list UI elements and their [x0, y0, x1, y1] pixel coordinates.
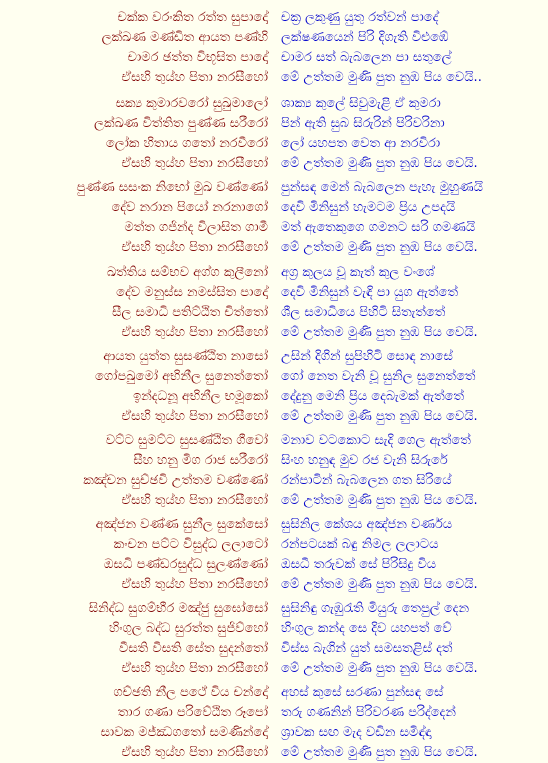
verse-line: [0, 94, 548, 114]
pali-line: ගච්ඡති නීල පථේ විය චන්දෝ: [113, 685, 268, 700]
verse-line: [0, 743, 548, 763]
stanza: [0, 599, 548, 679]
sinhala-translation-line: මනාව වටකොට සැදි ගෙල ඇත්තේ: [281, 433, 471, 448]
sinhala-translation-line: චක්‍ර ලකුණු යුතු රත්වන් පාදේ: [281, 10, 439, 25]
pali-line: ඒසහි තුය්හ පිතා නරසීහෝ: [121, 493, 268, 508]
verse-line: [0, 154, 548, 174]
stanza: [0, 263, 548, 343]
sinhala-translation-line: මේ උත්තම මුණි පුත නුඹ පිය වෙයි.: [281, 325, 478, 340]
pali-line: ඔසධි පණ්ඩරසුද්ධ සුලණ්ණෝ: [103, 557, 268, 572]
pali-line: කඤ්චන සුච්ඡවි උත්තම වණ්ණෝ: [83, 473, 268, 488]
pali-line: ඒසහි තුය්හ පිතා නරසීහෝ: [121, 409, 268, 424]
sinhala-translation-line: ශාක්‍ය කුලේ සිවුමැළි ඒ කුමරා: [281, 96, 441, 111]
pali-line: ආයත යුත්ත සුසණ්ඨිත නාසෝ: [103, 349, 268, 364]
sinhala-translation-line: පින් ඇති සුබ සිරුරින් පිරිවරිනා: [281, 116, 445, 131]
verse-line: [0, 723, 548, 743]
verse-line: [0, 659, 548, 679]
pali-line: ලක්ඛණ විත්තිත පුණ්ණ සරීරෝ: [94, 116, 268, 131]
verse-line: [0, 407, 548, 427]
verse-line: [0, 198, 548, 218]
sinhala-translation-line: ශ්‍රාවක සඟ මැද වඩින සමිඳ්ඳා: [281, 725, 432, 740]
sinhala-translation-line: දෙවි මිනිසුන් වැඳි පා යුග ඇත්තේ: [281, 285, 459, 300]
verse-line: [0, 703, 548, 723]
verse-line: [0, 683, 548, 703]
sinhala-translation-line: සුසිනිඳු ගැඹුරැති මියුරු තෙපුල් දෙන: [281, 601, 470, 616]
pali-line: ඒසහි තුය්හ පිතා නරසීහෝ: [121, 70, 268, 85]
pali-line: චක්ක වරංකිත රත්ත සුපාදෝ: [117, 10, 268, 25]
pali-line: ලෝක හිතාය ගතෝ නරවීරෝ: [105, 136, 268, 151]
sinhala-translation-line: මේ උත්තම මුණි පුත නුඹ පිය වෙයි..: [281, 70, 482, 85]
sinhala-translation-line: රන්පටයක් බඳු නිමල ලලාටය: [281, 537, 439, 552]
verse-line: [0, 8, 548, 28]
pali-line: මත්ත ගජින්ද විලාසිත ගාමී: [124, 220, 268, 235]
verse-line: [0, 303, 548, 323]
pali-line: ඛත්තිය සම්භව අග්ග කුලීනෝ: [106, 265, 268, 280]
sinhala-translation-line: මත් ඇතෙකුගෙ ගමනට සරි ගමණයි: [281, 220, 476, 235]
pali-line: ගෝපඛුමෝ අභිනීල සුනෙත්තෝ: [95, 369, 268, 384]
pali-line: ඒසහි තුය්හ පිතා නරසීහෝ: [121, 325, 268, 340]
verse-line: [0, 451, 548, 471]
pali-line: වට්ට සුමට්ට සුසණ්ඨිත ගීවෝ: [105, 433, 268, 448]
stanza: [0, 683, 548, 763]
stanza: [0, 431, 548, 511]
sinhala-translation-line: ලක්ෂණයෙන් පිරි දිගැති විළුඹේ: [281, 30, 449, 45]
verse-line: [0, 471, 548, 491]
stanza: [0, 94, 548, 174]
verse-line: [0, 263, 548, 283]
sinhala-translation-line: මේ උත්තම මුණි පුත නුඹ පිය වෙයි.: [281, 409, 478, 424]
pali-line: ඒසහි තුය්හ පිතා නරසීහෝ: [121, 745, 268, 760]
verse-line: [0, 283, 548, 303]
verse-line: [0, 178, 548, 198]
pali-line: ඒසහි තුය්හ පිතා නරසීහෝ: [121, 240, 268, 255]
verse-line: [0, 431, 548, 451]
sinhala-translation-line: ශීල සමාධියෙ පිහිටි සිතැත්තේ: [281, 305, 446, 320]
verse-line: [0, 387, 548, 407]
sinhala-translation-line: ලෝ යහපත වෙත ආ නරවිරා: [281, 136, 441, 151]
sinhala-translation-line: දේදුනු මෙනි ප්‍රිය දෙබැමක් ඇත්තේ: [281, 389, 465, 404]
pali-line: චාමර ඡත්ත විභූසිත පාදෝ: [127, 50, 268, 65]
sinhala-translation-line: හිංගුල කන්ද සෙ දිව යහපත් වේ: [281, 621, 452, 636]
verse-line: [0, 218, 548, 238]
verse-line: [0, 48, 548, 68]
sinhala-translation-line: මේ උත්තම මුණි පුත නුඹ පිය වෙයි.: [281, 156, 478, 171]
pali-line: සිනිද්ධ සුගම්භීර මඤ්ජු සුඝෝසෝ: [88, 601, 268, 616]
verse-line: [0, 134, 548, 154]
verse-line: [0, 575, 548, 595]
sinhala-translation-line: අග්‍ර කුලය වූ කැත් කුල වංශේ: [281, 265, 435, 280]
pali-line: සීහ හනු මිග රාජ සරීරෝ: [133, 453, 268, 468]
sinhala-translation-line: මේ උත්තම මුණි පුත නුඹ පිය වෙයි.: [281, 240, 478, 255]
verse-line: [0, 114, 548, 134]
stanza: [0, 178, 548, 258]
stanza: [0, 8, 548, 88]
sinhala-translation-line: මේ උත්තම මුණි පුත නුඹ පිය වෙයි.: [281, 493, 478, 508]
pali-line: සීල සමාධි පතිට්ඨිත චිත්තෝ: [112, 305, 268, 320]
sinhala-translation-line: විස්ස බැගින් යුත් සමසතළිස් දත්: [281, 641, 453, 656]
sinhala-translation-line: අහස් කුසේ සරණා පුන්සඳ සේ: [281, 685, 444, 700]
verse-line: [0, 28, 548, 48]
stanza: [0, 515, 548, 595]
sinhala-translation-line: මේ උත්තම මුණි පුත නුඹ පිය වෙයි.: [281, 661, 478, 676]
pali-line: ලක්ඛණ මණ්ඩිත ආයත පණ්හි: [101, 30, 268, 45]
sinhala-translation-line: මේ උත්තම මුණි පුත නුඹ පිය වෙයි.: [281, 745, 478, 760]
verse-line: [0, 323, 548, 343]
verse-line: [0, 238, 548, 258]
pali-line: සක්‍ය කුමාරවරෝ සුඛුමාලෝ: [115, 96, 268, 111]
pali-line: දේව නරාන පියෝ නරනාගෝ: [111, 200, 268, 215]
pali-line: වීසති වීසති සේත සුදන්තෝ: [118, 641, 268, 656]
verse-line: [0, 555, 548, 575]
pali-line: සාවක මජ්ඣගතෝ සමණින්දෝ: [100, 725, 268, 740]
sinhala-translation-line: දෙවි මිනිසුන් හැමටම ප්‍රිය උපදයි: [281, 200, 456, 215]
pali-line: හිංගුල බද්ධ සුරත්ත සුජිව්හෝ: [108, 621, 268, 636]
sinhala-translation-line: තරු ගණනින් පිරිවරණ පරිද්දෙන්: [281, 705, 456, 720]
verse-line: [0, 535, 548, 555]
verse-line: [0, 619, 548, 639]
pali-line: ඒසහි තුය්හ පිතා නරසීහෝ: [121, 577, 268, 592]
sinhala-translation-line: පුන්සඳ මෙන් බැබලෙන පැහැ මුහුණයි: [281, 180, 483, 195]
verse-line: [0, 639, 548, 659]
sinhala-translation-line: චාමර සත් බැබලෙන පා සතුලේ: [281, 50, 452, 65]
verse-line: [0, 515, 548, 535]
sinhala-translation-line: සුසිනිල කේශය අඤ්ජන වර්ණය: [281, 517, 453, 532]
sinhala-translation-line: රන්පාටින් බැබලෙන ගත සිරියේ: [281, 473, 452, 488]
pali-line: තාර ගණා පරිවේඨිත රූපෝ: [117, 705, 268, 720]
sinhala-translation-line: උසින් දිගින් සුපිහිටි සොඳ නාසේ: [281, 349, 453, 364]
sinhala-translation-line: මේ උත්තම මුණි පුත නුඹ පිය වෙයි.: [281, 577, 478, 592]
verse-line: [0, 599, 548, 619]
pali-line: ඒසහි තුය්හ පිතා නරසීහෝ: [121, 156, 268, 171]
verse-line: [0, 491, 548, 511]
pali-line: ඒසහි තුය්හ පිතා නරසීහෝ: [121, 661, 268, 676]
verse-line: [0, 367, 548, 387]
sinhala-translation-line: ගෝ නෙත වැනි වූ සුනිල සුනෙත්තේ: [281, 369, 476, 384]
sinhala-translation-line: ඔසධී තරුවක් සේ පිරිසිදු විය: [281, 557, 437, 572]
pali-line: කංචන පට්ට විසුද්ධ ලලාටෝ: [113, 537, 268, 552]
pali-line: පුණ්ණ සසංක නිභෝ මුඛ වණ්ණෝ: [76, 180, 268, 195]
stanza: [0, 347, 548, 427]
sinhala-translation-line: සිංහ හනුඳ මුව රජ වැනි සිරුරේ: [281, 453, 448, 468]
pali-line: දේව මනුස්ස නමස්සිත පාදෝ: [116, 285, 268, 300]
verse-line: [0, 68, 548, 88]
verse-line: [0, 347, 548, 367]
pali-line: අඤ්ජන වණ්ණ සුනීල සුකේසෝ: [95, 517, 268, 532]
pali-line: ඉන්දධනූ අභිනීල භමූකෝ: [133, 389, 268, 404]
